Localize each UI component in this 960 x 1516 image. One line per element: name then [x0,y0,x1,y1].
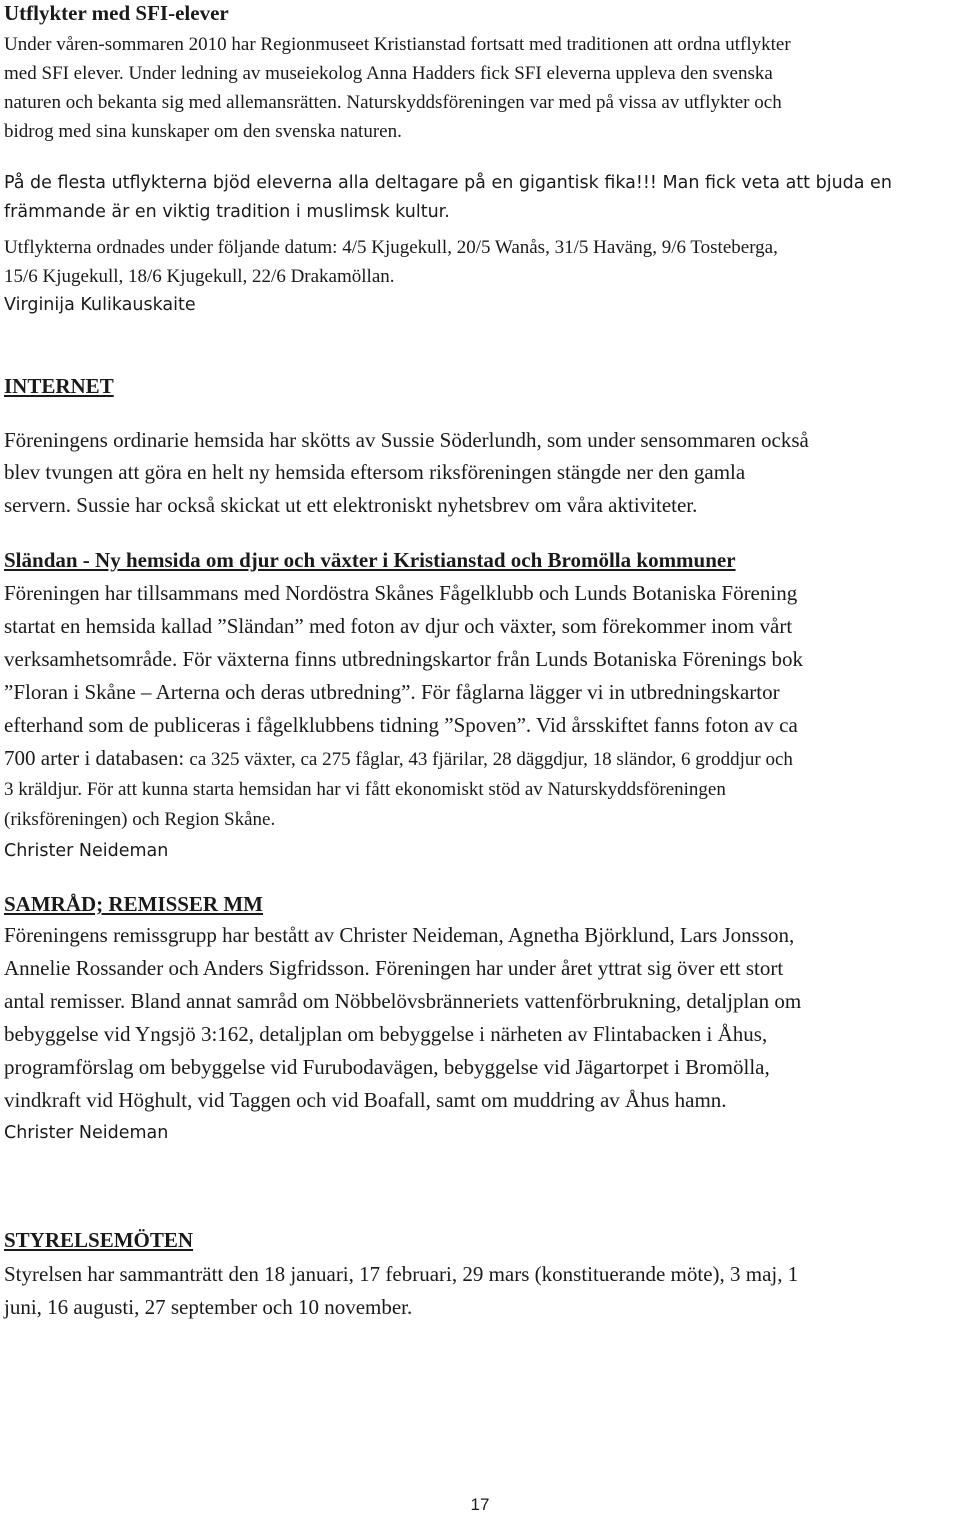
paragraph-line: På de flesta utflykterna bjöd eleverna alla deltagare på en gigantisk fika!!! Man fick veta att bjuda en [4,173,892,193]
paragraph-line: servern. Sussie har också skickat ut ett elektroniskt nyhetsbrev om våra aktiviteter. [4,493,698,517]
paragraph-line: juni, 16 augusti, 27 september och 10 november. [4,1295,413,1319]
paragraph-line: Under våren-sommaren 2010 har Regionmuseet Kristianstad fortsatt med traditionen att ordna utflykter [4,34,791,55]
paragraph-line: bidrog med sina kunskaper om den svenska naturen. [4,121,402,142]
paragraph-line: startat en hemsida kallad ”Sländan” med foton av djur och växter, som förekommer inom vårt [4,614,793,638]
paragraph-line: Föreningens remissgrupp har bestått av Christer Neideman, Agnetha Björklund, Lars Jonsson, [4,923,795,947]
section-heading-slandan: Sländan - Ny hemsida om djur och växter i Kristianstad och Bromölla kommuner [4,548,736,572]
paragraph-line: naturen och bekanta sig med allemansrätten. Naturskyddsföreningen var med på vissa av utflykter och [4,92,782,113]
paragraph-line: verksamhetsområde. För växterna finns utbredningskartor från Lunds Botaniska Förenings bok [4,647,803,671]
paragraph-line [4,748,793,769]
section-heading-sfi: Utflykter med SFI-elever [4,1,229,25]
author-signature: Christer Neideman [4,841,169,861]
paragraph-line: Utflykterna ordnades under följande datum: 4/5 Kjugekull, 20/5 Wanås, 31/5 Haväng, 9/6 Tosteberga, [4,237,778,258]
section-heading-internet: INTERNET [4,374,114,398]
paragraph-line: främmande är en viktig tradition i muslimsk kultur. [4,202,450,222]
line-part: ca 325 växter, ca 275 fåglar, 43 fjärilar, 28 däggdjur, 18 sländor, 6 groddjur och [189,749,793,770]
paragraph-line: antal remisser. Bland annat samråd om Nöbbelövsbränneriets vattenförbrukning, detaljplan om [4,989,802,1013]
author-signature: Christer Neideman [4,1123,169,1143]
paragraph-line: Styrelsen har sammanträtt den 18 januari, 17 februari, 29 mars (konstituerande möte), 3 maj, 1 [4,1262,799,1286]
paragraph-line: efterhand som de publiceras i fågelklubbens tidning ”Spoven”. Vid årsskiftet fanns foton av ca [4,713,798,737]
section-heading-samrad: SAMRÅD; REMISSER MM [4,892,263,916]
author-signature: Virginija Kulikauskaite [4,295,196,315]
paragraph-line: Föreningen har tillsammans med Nordöstra Skånes Fågelklubb och Lunds Botaniska Förening [4,581,798,605]
paragraph-line: ”Floran i Skåne – Arterna och deras utbredning”. För fåglarna lägger vi in utbredningskartor [4,680,780,704]
paragraph-line: vindkraft vid Höghult, vid Taggen och vid Boafall, samt om muddring av Åhus hamn. [4,1088,727,1112]
paragraph-line: 3 kräldjur. För att kunna starta hemsidan har vi fått ekonomiskt stöd av Naturskyddsföreningen [4,779,726,800]
paragraph-line: bebyggelse vid Yngsjö 3:162, detaljplan om bebyggelse i närheten av Flintabacken i Åhus, [4,1022,768,1046]
paragraph-line: programförslag om bebyggelse vid Furubodavägen, bebyggelse vid Jägartorpet i Bromölla, [4,1055,770,1079]
section-heading-styrelse: STYRELSEMÖTEN [4,1228,194,1252]
paragraph-line: med SFI elever. Under ledning av museiekolog Anna Hadders fick SFI eleverna uppleva den svenska [4,63,773,84]
paragraph-line: (riksföreningen) och Region Skåne. [4,809,276,830]
paragraph-line: 15/6 Kjugekull, 18/6 Kjugekull, 22/6 Drakamöllan. [4,266,395,287]
page-number: 17 [470,1495,490,1514]
paragraph-line: Föreningens ordinarie hemsida har skötts av Sussie Söderlundh, som under sensommaren också [4,428,809,452]
paragraph-line: Annelie Rossander och Anders Sigfridsson. Föreningen har under året yttrat sig över ett stort [4,956,784,980]
paragraph-line: blev tvungen att göra en helt ny hemsida eftersom riksföreningen stängde ner den gamla [4,460,746,484]
line-part: 700 arter i databasen: [4,746,190,770]
